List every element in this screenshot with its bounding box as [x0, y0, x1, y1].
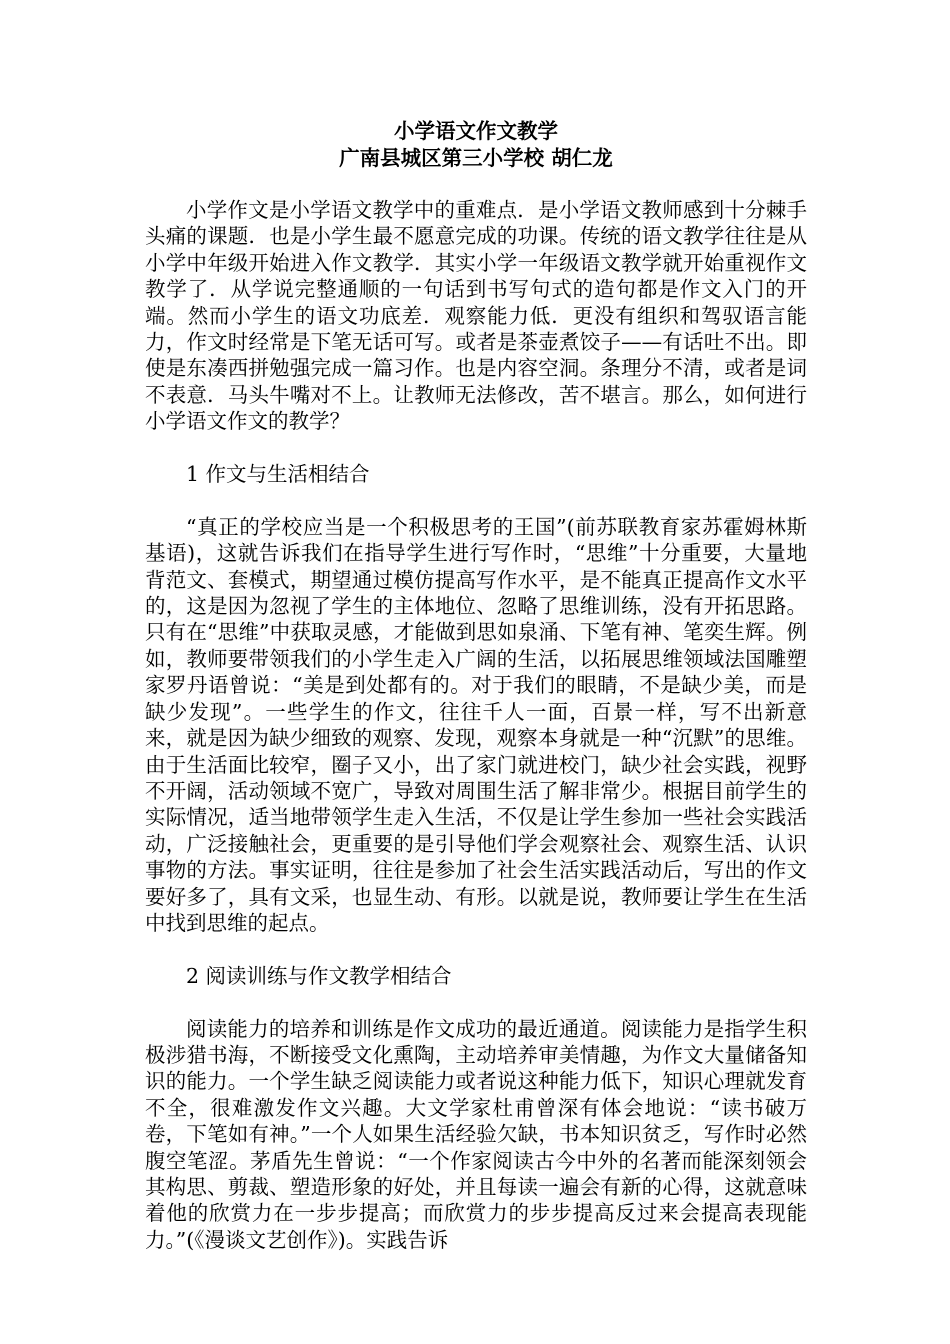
document-page — [145, 118, 807, 1280]
intro-paragraph: 小学作文是小学语文教学中的重难点．是小学语文教师感到十分棘手头痛的课题．也是小学生最不愿意完成的功课。传统的语文教学往往是从小学中年级开始进入作文教学．其实小学一年级语文教学就开始重视作文教学了．从学说完整通顺的一句话到书写句式的造句都是作文入门的开端。然而小学生的语文功底差．观察能力低．更没有组织和驾驭语言能力，作文时经常是下笔无话可写。或者是茶壶煮饺子——有话吐不出。即使是东凑西拼勉强完成一篇习作。也是内容空洞。条理分不清，或者是词不表意．马头牛嘴对不上。让教师无法修改，苦不堪言。那么，如何进行小学语文作文的教学？ — [145, 198, 807, 434]
author-line: 广南县城区第三小学校 胡仁龙 — [339, 146, 613, 170]
section-1-heading: 1 作文与生活相结合 — [186, 462, 370, 487]
section-2-heading: 2 阅读训练与作文教学相结合 — [186, 963, 452, 988]
section-1-paragraph: “真正的学校应当是一个积极思考的王国”(前苏联教育家苏霍姆林斯基语)，这就告诉我们在指导学生进行写作时，“思维”十分重要，大量地背范文、套模式，期望通过模仿提高写作水平，是不能真正提高作文水平的，这是因为忽视了学生的主体地位、忽略了思维训练，没有开拓思路。只有在“思维”中获取灵感，才能做到思如泉涌、下笔有神、笔奕生辉。例如，教师要带领我们的小学生走入广阔的生活，以拓展思维领域法国雕塑家罗丹语曾说：“美是到处都有的。对于我们的眼睛，不是缺少美，而是缺少发现”。一些学生的作文，往往千人一面，百景一样，写不出新意来，就是因为缺少细致的观察、发现，观察本身就是一种“沉默”的思维。由于生活面比较窄，圈子又小，出了家门就进校门，缺少社会实践，视野不开阔，活动领域不宽广，导致对周围生活了解非常少。根据目前学生的实际情况，适当地带领学生走入生活，不仅是让学生参加一些社会实践活动，广泛接触社会，更重要的是引导他们学会观察社会、观察生活、认识事物的方法。事实证明，往往是参加了社会生活实践活动后，写出的作文要好多了，具有文采，也显生动、有形。以就是说，教师要让学生在生活中找到思维的起点。 — [145, 514, 807, 935]
section-2-paragraph: 阅读能力的培养和训练是作文成功的最近通道。阅读能力是指学生积极涉猎书海，不断接受文化熏陶，主动培养审美情趣，为作文大量储备知识的能力。一个学生缺乏阅读能力或者说这种能力低下，知识心理就发育不全，很难激发作文兴趣。大文学家杜甫曾深有体会地说：“读书破万卷，下笔如有神。”一个人如果生活经验欠缺，书本知识贫乏，写作时必然腹空笔涩。茅盾先生曾说：“一个作家阅读古今中外的名著而能深刻领会其构思、剪裁、塑造形象的好处，并且每读一遍会有新的心得，这就意味着他的欣赏力在一步步提高；而欣赏力的步步提高反过来会提高表现能力。”(《漫谈文艺创作》)。实践告诉 — [145, 1016, 807, 1252]
document-title: 小学语文作文教学 — [394, 119, 558, 143]
